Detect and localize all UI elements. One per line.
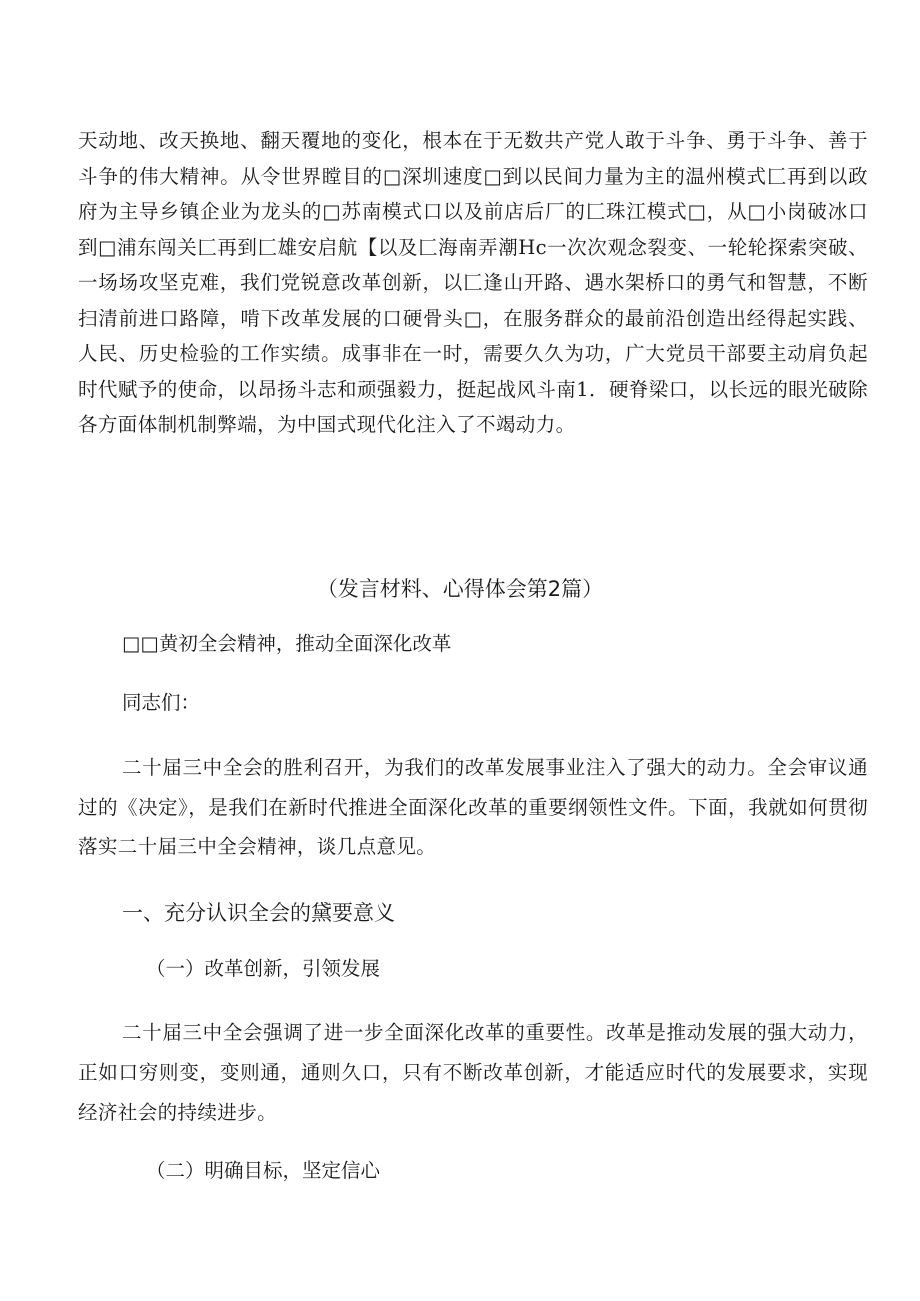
subsection-2-heading: （二）明确目标，坚定信心 xyxy=(146,1159,381,1182)
greeting: 同志们： xyxy=(122,691,201,714)
subsection-1-paragraph: 二十届三中全会强调了进一步全面深化改革的重要性。改革是推动发展的强大动力，正如口穷则变，变则通，通则久口，只有不断改革创新，才能适应时代的发展要求，实现经济社会的持续进步。 xyxy=(78,1021,868,1124)
article-subtitle: □□黄初全会精神，推动全面深化改革 xyxy=(122,632,452,655)
section-1-heading: 一、充分认识全会的黛要意义 xyxy=(122,901,395,925)
subsection-1-heading: （一）改革创新，引领发展 xyxy=(146,957,381,980)
opening-paragraph: 二十届三中全会的胜利召开，为我们的改革发展事业注入了强大的动力。全会审议通过的《决定》，是我们在新时代推进全面深化改革的重要纲领性文件。下面，我就如何贯彻落实二十届三中全会精神，谈几点意见。 xyxy=(78,756,868,858)
intro-paragraph: 天动地、改天换地、翻天覆地的变化，根本在于无数共产党人敢于斗争、勇于斗争、善于斗争的伟大精神。从令世界瞠目的□深圳速度□到以民间力量为主的温州模式匚再到以政府为主导乡镇企业为龙头的□苏南模式口以及前店后厂的匚珠江模式□，从□小岗破冰口到□浦东闯关匚再到匚雄安启航【以及匚海南弄潮Hc一次次观念裂变、一轮轮探索突破、一场场攻坚克难，我们党锐意改革创新，以匚逢山开路、遇水架桥口的勇气和智慧，不断扫清前进口路障，啃下改革发展的口硬骨头□，在服务群众的最前沿创造出经得起实践、人民、历史检验的工作实绩。成事非在一时，需要久久为功，广大党员干部要主动肩负起时代赋予的使命，以昂扬斗志和顽强毅力，挺起战风斗南1．硬脊梁口，以长远的眼光破除各方面体制机制弊端，为中国式现代化注入了不竭动力。 xyxy=(78,129,868,436)
article-title: （发言材料、心得体会第2篇） xyxy=(316,577,604,601)
